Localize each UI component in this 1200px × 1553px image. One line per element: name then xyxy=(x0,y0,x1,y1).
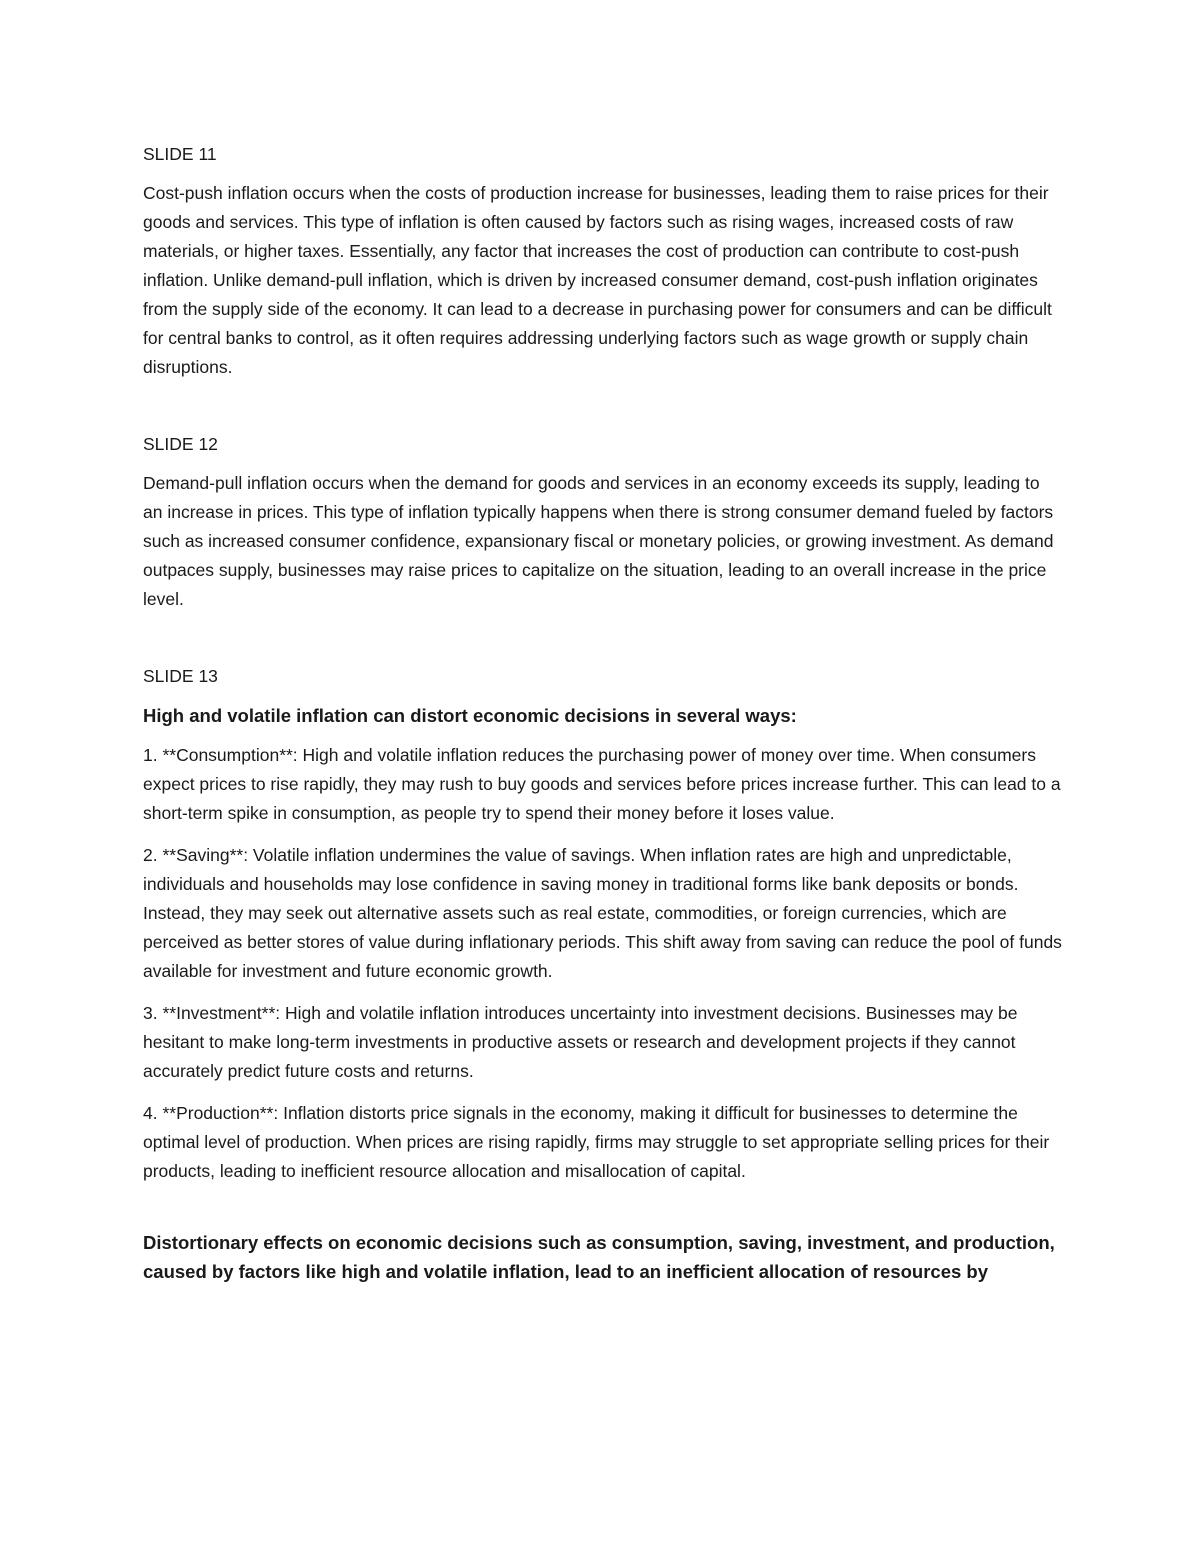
slide-13-label: SLIDE 13 xyxy=(143,666,218,686)
list-item-saving: 2. **Saving**: Volatile inflation undermines the value of savings. When inflation rates are high and unpredictable, individuals and households may lose confidence in saving money in traditional forms like bank deposits or bonds. Instead, they may seek out alternative assets such as real estate, commodities, or foreign currencies, which are perceived as better stores of value during inflationary periods. This shift away from saving can reduce the pool of funds available for investment and future economic growth. xyxy=(143,845,1062,981)
slide-12-paragraph: Demand-pull inflation occurs when the demand for goods and services in an economy exceeds its supply, leading to an increase in prices. This type of inflation typically happens when there is strong consumer demand fueled by factors such as increased consumer confidence, expansionary fiscal or monetary policies, or growing investment. As demand outpaces supply, businesses may raise prices to capitalize on the situation, leading to an overall increase in the price level. xyxy=(143,473,1054,609)
slide-13-heading: High and volatile inflation can distort economic decisions in several ways: xyxy=(143,705,797,726)
slide-11-label: SLIDE 11 xyxy=(143,144,217,164)
list-item-consumption: 1. **Consumption**: High and volatile inflation reduces the purchasing power of money over time. When consumers expect prices to rise rapidly, they may rush to buy goods and services before prices increase further. This can lead to a short-term spike in consumption, as people try to spend their money before it loses value. xyxy=(143,745,1061,823)
document-page xyxy=(143,140,1063,1286)
list-item-investment: 3. **Investment**: High and volatile inflation introduces uncertainty into investment decisions. Businesses may be hesitant to make long-term investments in productive assets or research and development projects if they cannot accurately predict future costs and returns. xyxy=(143,1003,1018,1081)
list-item-production: 4. **Production**: Inflation distorts price signals in the economy, making it difficult for businesses to determine the optimal level of production. When prices are rising rapidly, firms may struggle to set appropriate selling prices for their products, leading to inefficient resource allocation and misallocation of capital. xyxy=(143,1103,1050,1181)
section-spacer xyxy=(143,614,1063,662)
closing-statement: Distortionary effects on economic decisions such as consumption, saving, investment, and production, caused by factors like high and volatile inflation, lead to an inefficient allocation of resources by xyxy=(143,1232,1055,1282)
section-spacer xyxy=(143,382,1063,430)
slide-11-paragraph: Cost-push inflation occurs when the costs of production increase for businesses, leading them to raise prices for their goods and services. This type of inflation is often caused by factors such as rising wages, increased costs of raw materials, or higher taxes. Essentially, any factor that increases the cost of production can contribute to cost-push inflation. Unlike demand-pull inflation, which is driven by increased consumer demand, cost-push inflation originates from the supply side of the economy. It can lead to a decrease in purchasing power for consumers and can be difficult for central banks to control, as it often requires addressing underlying factors such as wage growth or supply chain disruptions. xyxy=(143,183,1052,377)
slide-12-label: SLIDE 12 xyxy=(143,434,218,454)
